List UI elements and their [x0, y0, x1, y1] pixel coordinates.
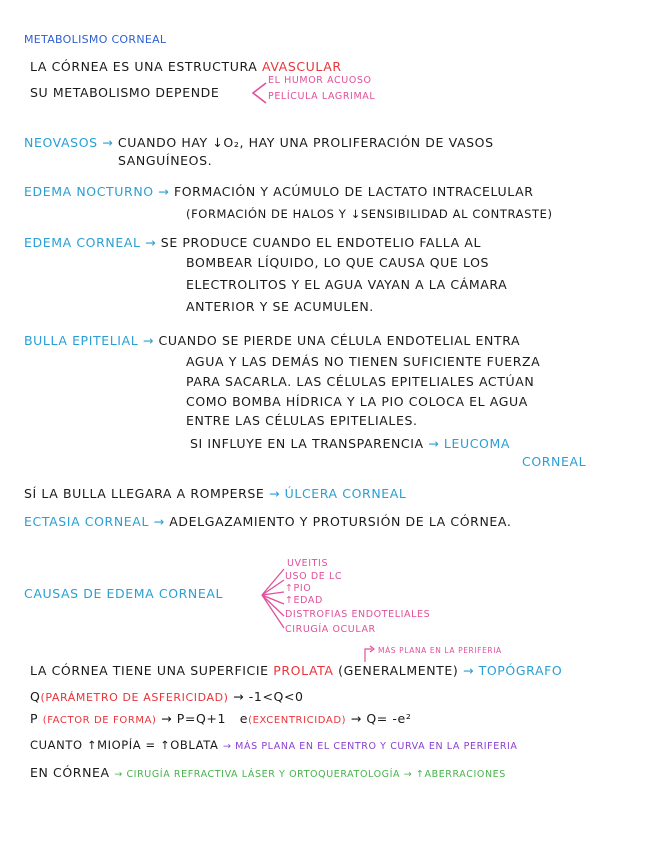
equation-2: → Q= -e²	[350, 711, 412, 726]
bulla-line-2: AGUA Y LAS DEMÁS NO TIENEN SUFICIENTE FUERZA	[186, 354, 541, 369]
statement: LA CÓRNEA TIENE UNA SUPERFICIE	[30, 663, 269, 678]
definition: ADELGAZAMIENTO Y PROTURSIÓN DE LA CÓRNEA.	[169, 514, 512, 529]
myopia-line	[30, 738, 518, 753]
asphericity-line	[30, 690, 304, 705]
neovasos-line-2: SANGUÍNEOS.	[118, 153, 213, 168]
eccentricity: (EXCENTRICIDAD)	[248, 715, 347, 726]
edema-corneal-line: EDEMA CORNEAL → SE PRODUCE CUANDO EL ENDOTELIO FALLA AL	[24, 235, 482, 250]
statement: SI INFLUYE EN LA TRANSPARENCIA	[190, 436, 424, 451]
neovasos-line: NEOVASOS → CUANDO HAY ↓O₂, HAY UNA PROLIFERACIÓN DE VASOS	[24, 135, 494, 150]
highlight: → CIRUGÍA REFRACTIVA LÁSER Y ORTOQUERATOLOGÍA → ↑ABERRACIONES	[114, 769, 506, 780]
edema-nocturno-line-2: (FORMACIÓN DE HALOS Y ↓SENSIBILIDAD AL CONTRASTE)	[186, 207, 553, 221]
edema-corneal-line-3: ELECTROLITOS Y EL AGUA VAYAN A LA CÁMARA	[186, 277, 508, 292]
bulla-line-3: PARA SACARLA. LAS CÉLULAS EPITELIALES ACTÚAN	[186, 374, 535, 389]
symbol-e: e	[239, 711, 249, 726]
prolata-line: LA CÓRNEA TIENE UNA SUPERFICIE PROLATA (GENERALMENTE) → TOPÓGRAFO	[30, 663, 563, 678]
statement: EN CÓRNEA	[30, 765, 110, 780]
symbol: P	[30, 711, 39, 726]
parameter: (PARÁMETRO DE ASFERICIDAD)	[40, 691, 229, 704]
cornea-line	[30, 766, 506, 781]
term: NEOVASOS	[24, 135, 98, 150]
line-metabolism: SU METABOLISMO DEPENDE	[30, 85, 220, 100]
definition: CUANDO SE PIERDE UNA CÉLULA ENDOTELIAL ENTRA	[158, 333, 521, 348]
symbol: Q	[30, 689, 41, 704]
factor: (FACTOR DE FORMA)	[42, 715, 157, 726]
bulla-line: BULLA EPITELIAL → CUANDO SE PIERDE UNA CÉLULA ENDOTELIAL ENTRA	[24, 333, 521, 348]
edema-corneal-line-2: BOMBEAR LÍQUIDO, LO QUE CAUSA QUE LOS	[186, 255, 490, 270]
statement: LA CÓRNEA ES UNA ESTRUCTURA	[30, 59, 258, 74]
highlight: AVASCULAR	[261, 59, 342, 74]
term: BULLA EPITELIAL	[24, 333, 139, 348]
definition: SE PRODUCE CUANDO EL ENDOTELIO FALLA AL	[160, 235, 482, 250]
term: ECTASIA CORNEAL	[24, 514, 150, 529]
bulla-line-5: ENTRE LAS CÉLULAS EPITELIALES.	[186, 413, 418, 428]
highlight: ÚLCERA CORNEAL	[284, 486, 407, 501]
note-arrow-icon	[362, 644, 376, 664]
causes-term: CAUSAS DE EDEMA CORNEAL	[24, 586, 224, 601]
statement: CUANTO ↑MIOPÍA = ↑OBLATA	[30, 738, 219, 752]
edema-nocturno-line: EDEMA NOCTURNO → FORMACIÓN Y ACÚMULO DE LACTATO INTRACELULAR	[24, 184, 534, 199]
equation: → P=Q+1	[161, 711, 227, 726]
leucoma-line-2: CORNEAL	[522, 454, 587, 469]
definition: FORMACIÓN Y ACÚMULO DE LACTATO INTRACELULAR	[173, 184, 534, 199]
rupture-line: SÍ LA BULLA LLEGARA A ROMPERSE → ÚLCERA CORNEAL	[24, 486, 407, 501]
cause-item: ↑EDAD	[285, 595, 323, 606]
bulla-line-6: SI INFLUYE EN LA TRANSPARENCIA → LEUCOMA	[190, 436, 511, 451]
option-humor: EL HUMOR ACUOSO	[268, 75, 372, 86]
prolata: PROLATA	[273, 663, 334, 678]
highlight: → MÁS PLANA EN EL CENTRO Y CURVA EN LA PERIFERIA	[223, 741, 518, 752]
definition: CUANDO HAY ↓O₂, HAY UNA PROLIFERACIÓN DE VASOS	[117, 135, 494, 150]
bulla-line-4: COMO BOMBA HÍDRICA Y LA PIO COLOCA EL AGUA	[186, 394, 528, 409]
angle-bracket-icon	[248, 80, 270, 106]
leucoma: LEUCOMA	[443, 436, 511, 451]
ectasia-line: ECTASIA CORNEAL → ADELGAZAMIENTO Y PROTURSIÓN DE LA CÓRNEA.	[24, 514, 512, 529]
statement: SÍ LA BULLA LLEGARA A ROMPERSE	[24, 486, 265, 501]
option-pelicula: PELÍCULA LAGRIMAL	[268, 91, 376, 102]
cause-item: USO DE LC	[285, 571, 343, 582]
topografo: TOPÓGRAFO	[478, 663, 563, 678]
line-avascular	[30, 60, 342, 74]
range: → -1<Q<0	[233, 689, 304, 704]
cause-item: UVEITIS	[287, 558, 329, 569]
cause-item: CIRUGÍA OCULAR	[285, 624, 376, 635]
term: EDEMA NOCTURNO	[24, 184, 154, 199]
term: EDEMA CORNEAL	[24, 235, 141, 250]
cause-item: DISTROFIAS ENDOTELIALES	[285, 609, 431, 620]
generally: (GENERALMENTE)	[338, 663, 459, 678]
prolata-note: MÁS PLANA EN LA PERIFERIA	[378, 646, 502, 655]
cause-item: ↑PIO	[285, 583, 312, 594]
edema-corneal-line-4: ANTERIOR Y SE ACUMULEN.	[186, 299, 374, 314]
form-factor-line	[30, 712, 411, 727]
page-title: METABOLISMO CORNEAL	[24, 33, 167, 46]
